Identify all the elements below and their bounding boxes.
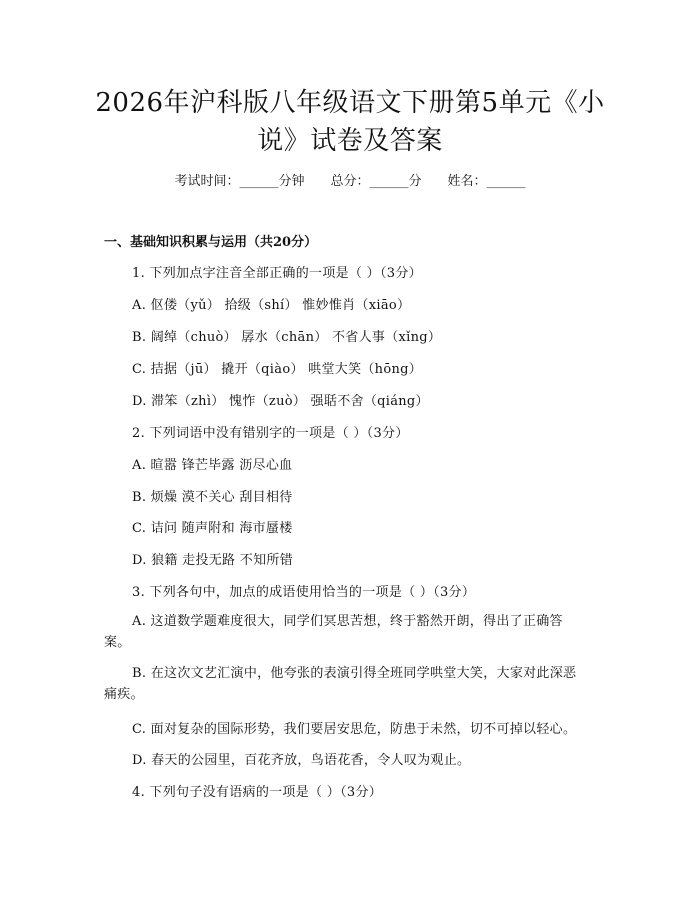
- section-heading: 一、基础知识积累与运用（共20分）: [104, 235, 318, 250]
- question-4-stem: 4. 下列句子没有语病的一项是（ ）（3分）: [132, 785, 383, 800]
- question-2-stem: 2. 下列词语中没有错别字的一项是（ ）（3分）: [132, 426, 409, 441]
- question-3-option-d: D. 春天的公园里，百花齐放，鸟语花香，令人叹为观止。: [132, 753, 471, 768]
- question-3-stem: 3. 下列各句中，加点的成语使用恰当的一项是（ ）（3分）: [132, 585, 476, 600]
- total-score-field: 总分：______分: [330, 174, 422, 189]
- question-1-option-b: B. 阔绰（chuò） 孱水（chān） 不省人事（xǐng）: [132, 330, 442, 345]
- question-1-option-c: C. 拮据（jū） 撬开（qiào） 哄堂大笑（hōng）: [132, 362, 423, 377]
- exam-info-line: [0, 170, 700, 189]
- question-2-option-b: B. 烦燥 漠不关心 刮目相待: [132, 490, 293, 505]
- question-2-option-c: C. 诘问 随声附和 海市蜃楼: [132, 521, 293, 536]
- question-2-option-a: A. 暄嚣 锋芒毕露 沥尽心血: [132, 458, 293, 473]
- question-3-option-c: C. 面对复杂的国际形势，我们要居安思危，防患于未然，切不可掉以轻心。: [132, 722, 577, 737]
- question-1-stem: 1. 下列加点字注音全部正确的一项是（ ）（3分）: [132, 266, 422, 281]
- student-name-field: 姓名：______: [447, 174, 526, 189]
- question-1-option-d: D. 滞笨（zhì） 愧怍（zuò） 强聒不舍（qiáng）: [132, 394, 429, 409]
- question-3-option-a: A. 这道数学题难度很大，同学们冥思苦想，终于豁然开朗，得出了正确答案。: [104, 614, 563, 650]
- question-1-option-a: A. 伛偻（yǔ） 拾级（shí） 惟妙惟肖（xiāo）: [132, 298, 411, 313]
- question-2-option-d: D. 狼籍 走投无路 不知所错: [132, 553, 293, 568]
- question-3-option-b: B. 在这次文艺汇演中，他夸张的表演引得全班同学哄堂大笑，大家对此深恶痛疾。: [104, 666, 577, 702]
- exam-time-field: 考试时间：______分钟: [174, 174, 305, 189]
- document-title: 2026年沪科版八年级语文下册第5单元《小说》试卷及答案: [95, 88, 605, 156]
